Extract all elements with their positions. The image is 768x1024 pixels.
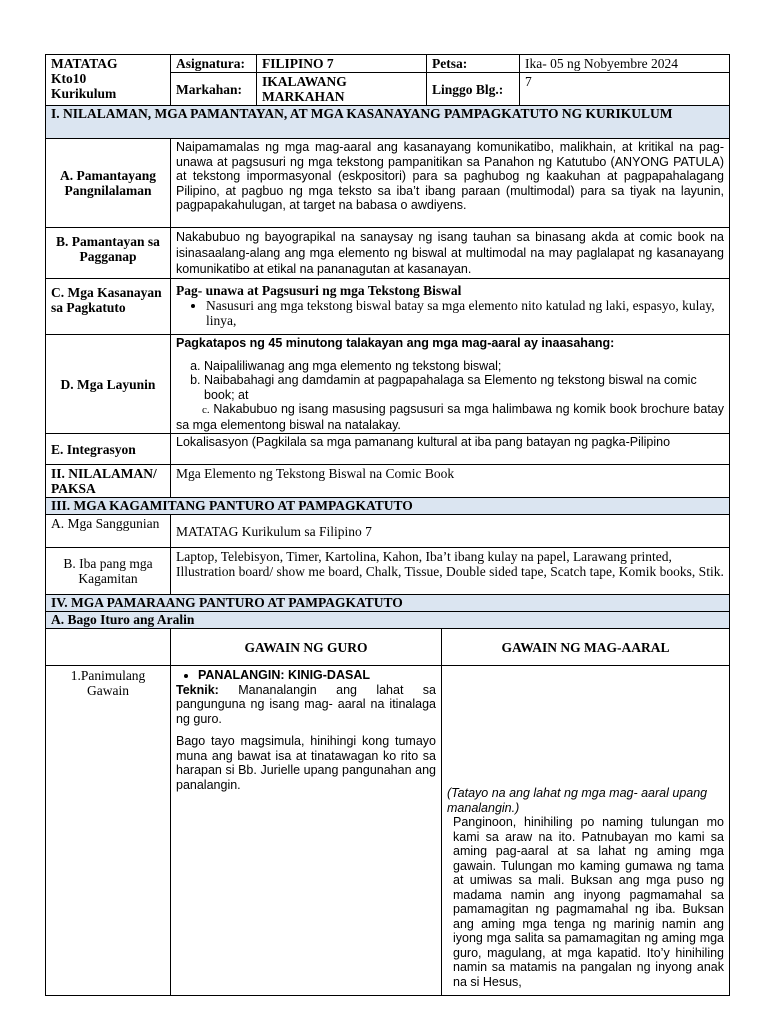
- lesson-plan: [45, 54, 729, 996]
- pamantayan-pagganap-body: Nakabubuo ng bayograpikal na sanaysay ng isang tauhan sa binasang akda at comic book na isinasaalang-alang ang mga elemento ng biswal at multimodal na may paglalapat ng kasanayang komunikatibo at etikal na pananagutan at kasanayan.: [176, 230, 725, 276]
- program-grade: Kto10: [51, 71, 87, 86]
- teacher-teknik: [176, 683, 436, 727]
- mga-layunin-label: D. Mga Layunin: [46, 335, 171, 434]
- layunin-intro: Pagkatapos ng 45 minutong talakayan ang mga mag-aaral ay inaasahang:: [176, 336, 615, 350]
- col-student-header: GAWAIN NG MAG-AARAL: [442, 629, 730, 666]
- subject-label: Asignatura:: [171, 55, 257, 73]
- integrasyon-label: E. Integrasyon: [46, 434, 171, 465]
- layunin-item-a: a. Naipaliliwanag ang mga elemento ng tekstong biswal;: [204, 359, 724, 374]
- blank-header-cell: [46, 629, 171, 666]
- pamantayang-pangnilalaman-label: A. Pamantayang Pangnilalaman: [46, 139, 171, 228]
- pamantayan-pagganap-text: [171, 228, 730, 279]
- week-label: Linggo Blg.:: [427, 73, 520, 106]
- main-table: [45, 105, 730, 996]
- teacher-paragraph: Bago tayo magsimula, hinihingi kong tumayo muna ang bawat isa at tinatawagan ko rito sa harapan si Bb. Jurielle upang pangunahan ang panalangin.: [176, 734, 436, 792]
- layunin-item-c: [176, 402, 724, 432]
- teacher-teknik-text: Mananalangin ang lahat sa pangunguna ng isang mag- aaral na itinalaga ng guro.: [176, 682, 436, 726]
- header-table: [45, 54, 730, 106]
- week-value: 7: [520, 73, 730, 106]
- pamantayan-pagganap-label: B. Pamantayan sa Pagganap: [46, 228, 171, 279]
- kasanayan-pagkatuto-label: C. Mga Kasanayan sa Pagkatuto: [46, 279, 171, 335]
- nilalaman-label: II. NILALAMAN/ PAKSA: [46, 465, 171, 498]
- section3-title: III. MGA KAGAMITANG PANTURO AT PAMPAGKATUTO: [46, 498, 730, 515]
- teacher-bullet: • PANALANGIN: KINIG-DASAL: [198, 668, 436, 683]
- kasanayan-title: Pag- unawa at Pagsusuri ng mga Tekstong Biswal: [176, 283, 462, 298]
- date-label: Petsa:: [427, 55, 520, 73]
- teacher-teknik-label: Teknik:: [176, 682, 219, 697]
- layunin-item-b: b. Naibabahagi ang damdamin at pagpapahalaga sa Elemento ng tekstong biswal na comic book; at: [204, 373, 724, 402]
- row1-label: 1.Panimulang Gawain: [46, 666, 171, 996]
- quarter-value: IKALAWANG MARKAHAN: [257, 73, 427, 106]
- kasanayan-bullet: • Nasusuri ang mga tekstong biswal batay sa mga elemento nito katulad ng laki, espasyo, kulay, linya,: [206, 298, 724, 328]
- kagamitan-label: B. Iba pang mga Kagamitan: [46, 548, 171, 595]
- student-italic-note: (Tatayo na ang lahat ng mga mag- aaral upang manalangin.): [447, 786, 708, 815]
- program-cell: [46, 55, 171, 106]
- integrasyon-text: Lokalisasyon (Pagkilala sa mga pamanang kultural at iba pang batayan ng pagka-Pilipino: [171, 434, 730, 465]
- quarter-label: Markahan:: [171, 73, 257, 106]
- layunin-item-c-marker: c.: [202, 404, 210, 416]
- col-teacher-header: GAWAIN NG GURO: [171, 629, 442, 666]
- date-value: Ika- 05 ng Nobyembre 2024: [520, 55, 730, 73]
- section4-sub-a: A. Bago Ituro ang Aralin: [46, 612, 730, 629]
- nilalaman-value: Mga Elemento ng Tekstong Biswal na Comic Book: [171, 465, 730, 498]
- section4-title: IV. MGA PAMARAANG PANTURO AT PAMPAGKATUTO: [46, 595, 730, 612]
- program-kurikulum: Kurikulum: [51, 86, 117, 101]
- kagamitan-value: Laptop, Telebisyon, Timer, Kartolina, Kahon, Iba’t ibang kulay na papel, Larawang printed, Illustration board/ show me board, Chalk, Tissue, Double sided tape, Scatch tape, Komik books, Stik.: [171, 548, 730, 595]
- mga-layunin-cell: [171, 335, 730, 434]
- subject-value: FILIPINO 7: [257, 55, 427, 73]
- kasanayan-pagkatuto-cell: [171, 279, 730, 335]
- student-prayer: Panginoon, hinihiling po naming tulungan mo kami sa araw na ito. Patnubayan mo kami sa aming pag-aaral at sa lahat ng aming mga gawain. Tulungan mo kaming gumawa ng tama at umiwas sa mali. Buksan ang mga puso ng madama namin ang inyong pagmamahal sa pamamagitan ng pagmamahal ng iba. Buksan ang aming mga tenga ng marinig namin ang iyong mga salita sa pamamagitan ng aming mga guro, magulang, at mga kapatid. Ito’y hinihiling namin sa matamis na pangalan ng inyong anak na si Hesus,: [453, 815, 725, 989]
- teacher-activity-cell: [171, 666, 442, 996]
- section1-title: I. NILALAMAN, MGA PAMANTAYAN, AT MGA KASANAYANG PAMPAGKATUTO NG KURIKULUM: [46, 106, 730, 139]
- layunin-item-c-text: Nakabubuo ng isang masusing pagsusuri sa mga halimbawa ng komik book brochure batay sa mga elementong biswal na natalakay.: [176, 402, 725, 432]
- student-activity-cell: [442, 666, 730, 996]
- sanggunian-label: A. Mga Sanggunian: [46, 515, 171, 548]
- sanggunian-value: MATATAG Kurikulum sa Filipino 7: [171, 515, 730, 548]
- pamantayang-pangnilalaman-text: Naipamamalas ng mga mag-aaral ang kasanayang komunikatibo, malikhain, at kritikal na pag-unawa at pagsusuri ng mga tekstong pampanitikan sa Panahon ng Katutubo (ANYONG PATULA) at tekstong impormasyonal (eskpositori) para sa paghubog ng kaakuhan at pagpapahalagang Pilipino, at pagbuo ng mga teksto sa iba’t ibang paraan (multimodal) para sa tiyak na layunin, pagpapakahulugan, at target na babasa o awdiyens.: [171, 139, 730, 228]
- program-name: MATATAG: [51, 56, 118, 71]
